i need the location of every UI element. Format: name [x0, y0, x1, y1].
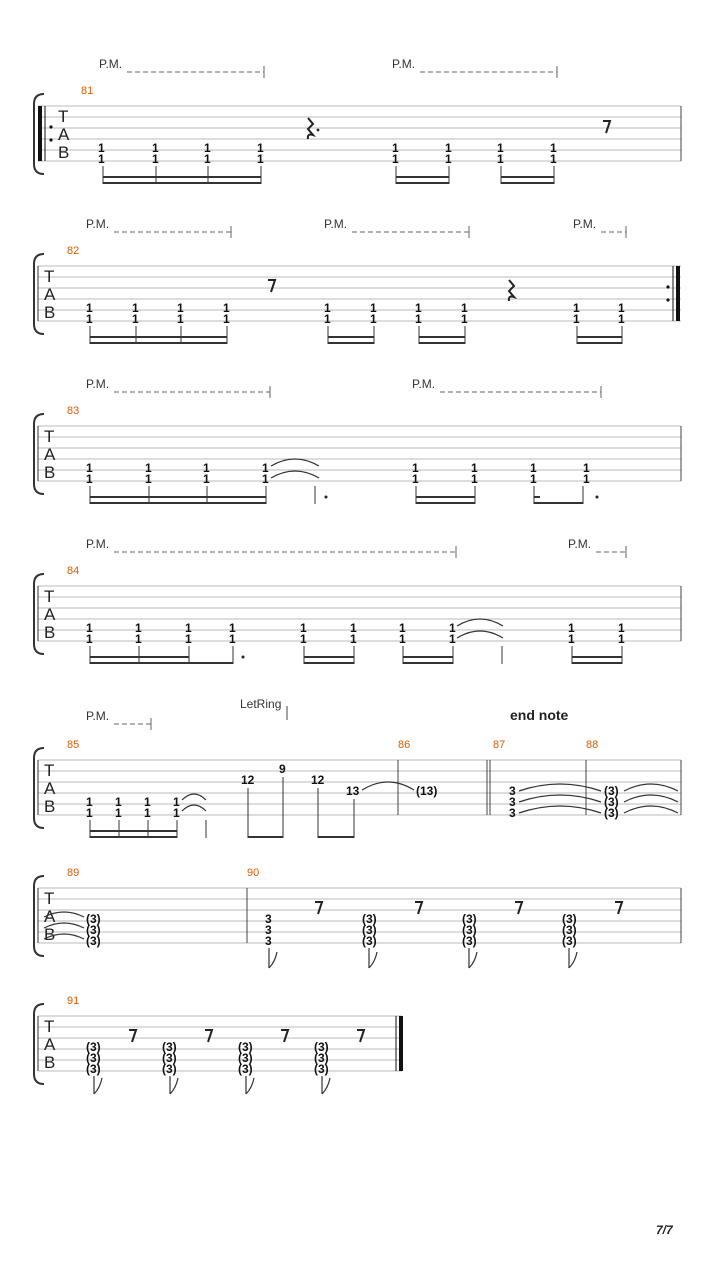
fret-number: 1 [86, 461, 93, 475]
fret-number: 1 [177, 301, 184, 315]
fret-number: 1 [618, 621, 625, 635]
fret-number: 1 [185, 632, 192, 646]
tab-clef-letter: A [44, 445, 56, 464]
fret-number: (3) [562, 934, 577, 948]
fret-number: 1 [618, 632, 625, 646]
tab-clef-letter: T [44, 267, 55, 286]
page-number: 7/7 [656, 1223, 673, 1237]
fret-number: 1 [618, 301, 625, 315]
fret-number: 1 [412, 472, 419, 486]
tab-clef-letter: T [44, 427, 55, 446]
fret-number: 1 [412, 461, 419, 475]
pm-label: P.M. [573, 217, 597, 231]
fret-number: 1 [86, 312, 93, 326]
measure-number: 90 [247, 867, 260, 879]
pm-label: P.M. [568, 537, 592, 551]
fret-number: 1 [530, 472, 537, 486]
fret-number: (3) [238, 1051, 253, 1065]
fret-number: 1 [415, 312, 422, 326]
eighth-rest-icon [603, 121, 610, 133]
fret-number: 1 [399, 621, 406, 635]
fret-number: 1 [203, 461, 210, 475]
fret-number: 1 [350, 632, 357, 646]
fret-number: (3) [238, 1040, 253, 1054]
pm-label: P.M. [86, 217, 110, 231]
fret-number: (3) [562, 923, 577, 937]
pm-label: P.M. [86, 709, 110, 723]
fret-number: (3) [86, 1051, 101, 1065]
fret-number: 1 [324, 301, 331, 315]
fret-number: 9 [279, 762, 286, 776]
fret-number: 1 [568, 621, 575, 635]
fret-number: 1 [449, 632, 456, 646]
measure-number: 83 [67, 405, 80, 417]
fret-number: (3) [604, 806, 619, 820]
fret-number: 1 [370, 312, 377, 326]
measure-number: 85 [67, 739, 80, 751]
tab-clef-letter: B [44, 797, 56, 816]
measure-number: 91 [67, 995, 80, 1007]
fret-number: (3) [314, 1051, 329, 1065]
fret-number: 3 [265, 934, 272, 948]
fret-number: 1 [262, 472, 269, 486]
note-group [98, 141, 557, 166]
fret-number: 1 [471, 472, 478, 486]
fret-number: 12 [241, 773, 255, 787]
tab-clef-letter: B [44, 463, 56, 482]
fret-number: (3) [238, 1062, 253, 1076]
fret-number: 1 [204, 152, 211, 166]
fret-number: 1 [135, 621, 142, 635]
fret-number: (3) [314, 1040, 329, 1054]
fret-number: 1 [203, 472, 210, 486]
fret-number: 1 [497, 141, 504, 155]
fret-number: 1 [530, 461, 537, 475]
fret-number: 3 [265, 923, 272, 937]
fret-number: (3) [462, 934, 477, 948]
fret-number: (3) [162, 1062, 177, 1076]
tab-clef-letter: B [44, 925, 56, 944]
fret-number: 1 [223, 312, 230, 326]
fret-number: (3) [362, 934, 377, 948]
tab-clef-letter: A [44, 605, 56, 624]
fret-number: 1 [573, 301, 580, 315]
end-note-label: end note [510, 707, 569, 723]
fret-number: 3 [509, 795, 516, 809]
fret-number: 1 [86, 806, 93, 820]
fret-number: 1 [86, 795, 93, 809]
fret-number: (3) [314, 1062, 329, 1076]
fret-number: 1 [399, 632, 406, 646]
fret-number: 1 [300, 632, 307, 646]
fret-number: 1 [185, 621, 192, 635]
fret-number: 1 [392, 141, 399, 155]
tab-clef-t: T [58, 107, 69, 126]
measure-number: 89 [67, 867, 80, 879]
fret-number: (3) [86, 912, 101, 926]
fret-number: 1 [471, 461, 478, 475]
fret-number: 1 [257, 152, 264, 166]
tab-clef-letter: A [44, 907, 56, 926]
pm-label: P.M. [86, 537, 110, 551]
measure-number: 81 [81, 85, 94, 97]
fret-number: 13 [346, 784, 360, 798]
fret-number: 1 [550, 152, 557, 166]
measure-number: 87 [493, 739, 506, 751]
fret-number: 1 [144, 795, 151, 809]
fret-number: 1 [145, 472, 152, 486]
fret-number: 1 [583, 461, 590, 475]
system-4 [34, 537, 681, 664]
fret-number: (3) [462, 923, 477, 937]
fret-number: 1 [262, 461, 269, 475]
fret-number: 1 [204, 141, 211, 155]
fret-number: (3) [86, 923, 101, 937]
measure-number: 84 [67, 565, 80, 577]
fret-number: (3) [86, 1040, 101, 1054]
fret-number: 1 [223, 301, 230, 315]
fret-number: 3 [509, 806, 516, 820]
fret-number: 1 [449, 621, 456, 635]
tab-clef-letter: T [44, 1017, 55, 1036]
fret-number: 1 [350, 621, 357, 635]
system-7 [34, 995, 403, 1094]
fret-number: 1 [497, 152, 504, 166]
fret-number: 1 [98, 141, 105, 155]
fret-number: 1 [145, 461, 152, 475]
measure-number: 88 [586, 739, 599, 751]
tab-clef-letter: A [44, 285, 56, 304]
fret-number: (13) [416, 784, 438, 798]
fret-number: 1 [144, 806, 151, 820]
fret-number: (3) [362, 923, 377, 937]
fret-number: 3 [265, 912, 272, 926]
fret-number: (3) [86, 1062, 101, 1076]
tab-clef-letter: B [44, 1053, 56, 1072]
fret-number: 1 [583, 472, 590, 486]
tab-clef-letter: A [44, 1035, 56, 1054]
pm-label: P.M. [99, 57, 123, 71]
fret-number: 1 [618, 312, 625, 326]
system-6 [34, 867, 681, 968]
fret-number: 1 [370, 301, 377, 315]
tab-clef-b: B [58, 143, 70, 162]
pm-label: P.M. [86, 377, 110, 391]
fret-number: 1 [115, 806, 122, 820]
pm-label: P.M. [412, 377, 436, 391]
fret-number: 1 [86, 632, 93, 646]
fret-number: (3) [362, 912, 377, 926]
fret-number: 1 [229, 621, 236, 635]
fret-number: (3) [604, 795, 619, 809]
fret-number: 1 [461, 301, 468, 315]
let-ring-label: LetRing [240, 697, 282, 711]
fret-number: 1 [135, 632, 142, 646]
pm-label: P.M. [392, 57, 416, 71]
system-5 [34, 697, 681, 838]
fret-number: (3) [162, 1051, 177, 1065]
tab-clef-letter: B [44, 623, 56, 642]
system-2 [34, 217, 681, 344]
fret-number: 1 [152, 141, 159, 155]
measure-number: 86 [398, 739, 411, 751]
fret-number: 1 [86, 621, 93, 635]
fret-number: (3) [562, 912, 577, 926]
fret-number: 1 [300, 621, 307, 635]
fret-number: 1 [461, 312, 468, 326]
fret-number: (3) [604, 784, 619, 798]
fret-number: 1 [550, 141, 557, 155]
fret-number: 1 [324, 312, 331, 326]
tab-clef-a: A [58, 125, 70, 144]
fret-number: (3) [462, 912, 477, 926]
fret-number: 1 [573, 312, 580, 326]
fret-number: 1 [392, 152, 399, 166]
fret-number: 1 [173, 806, 180, 820]
fret-number: 1 [445, 141, 452, 155]
fret-number: 1 [115, 795, 122, 809]
fret-number: 1 [177, 312, 184, 326]
pm-label: P.M. [324, 217, 348, 231]
fret-number: (3) [162, 1040, 177, 1054]
fret-number: 1 [445, 152, 452, 166]
system-1 [34, 57, 681, 184]
tab-clef-letter: T [44, 889, 55, 908]
fret-number: 12 [311, 773, 325, 787]
fret-number: (3) [86, 934, 101, 948]
fret-number: 1 [173, 795, 180, 809]
fret-number: 1 [86, 301, 93, 315]
fret-number: 1 [152, 152, 159, 166]
fret-number: 1 [132, 301, 139, 315]
fret-number: 1 [415, 301, 422, 315]
tab-clef-letter: T [44, 587, 55, 606]
fret-number: 1 [568, 632, 575, 646]
measure-number: 82 [67, 245, 80, 257]
tab-clef-letter: A [44, 779, 56, 798]
system-3 [34, 377, 681, 504]
fret-number: 1 [229, 632, 236, 646]
tab-clef-letter: B [44, 303, 56, 322]
fret-number: 1 [98, 152, 105, 166]
fret-number: 1 [86, 472, 93, 486]
tab-clef-letter: T [44, 761, 55, 780]
fret-number: 3 [509, 784, 516, 798]
fret-number: 1 [132, 312, 139, 326]
fret-number: 1 [257, 141, 264, 155]
